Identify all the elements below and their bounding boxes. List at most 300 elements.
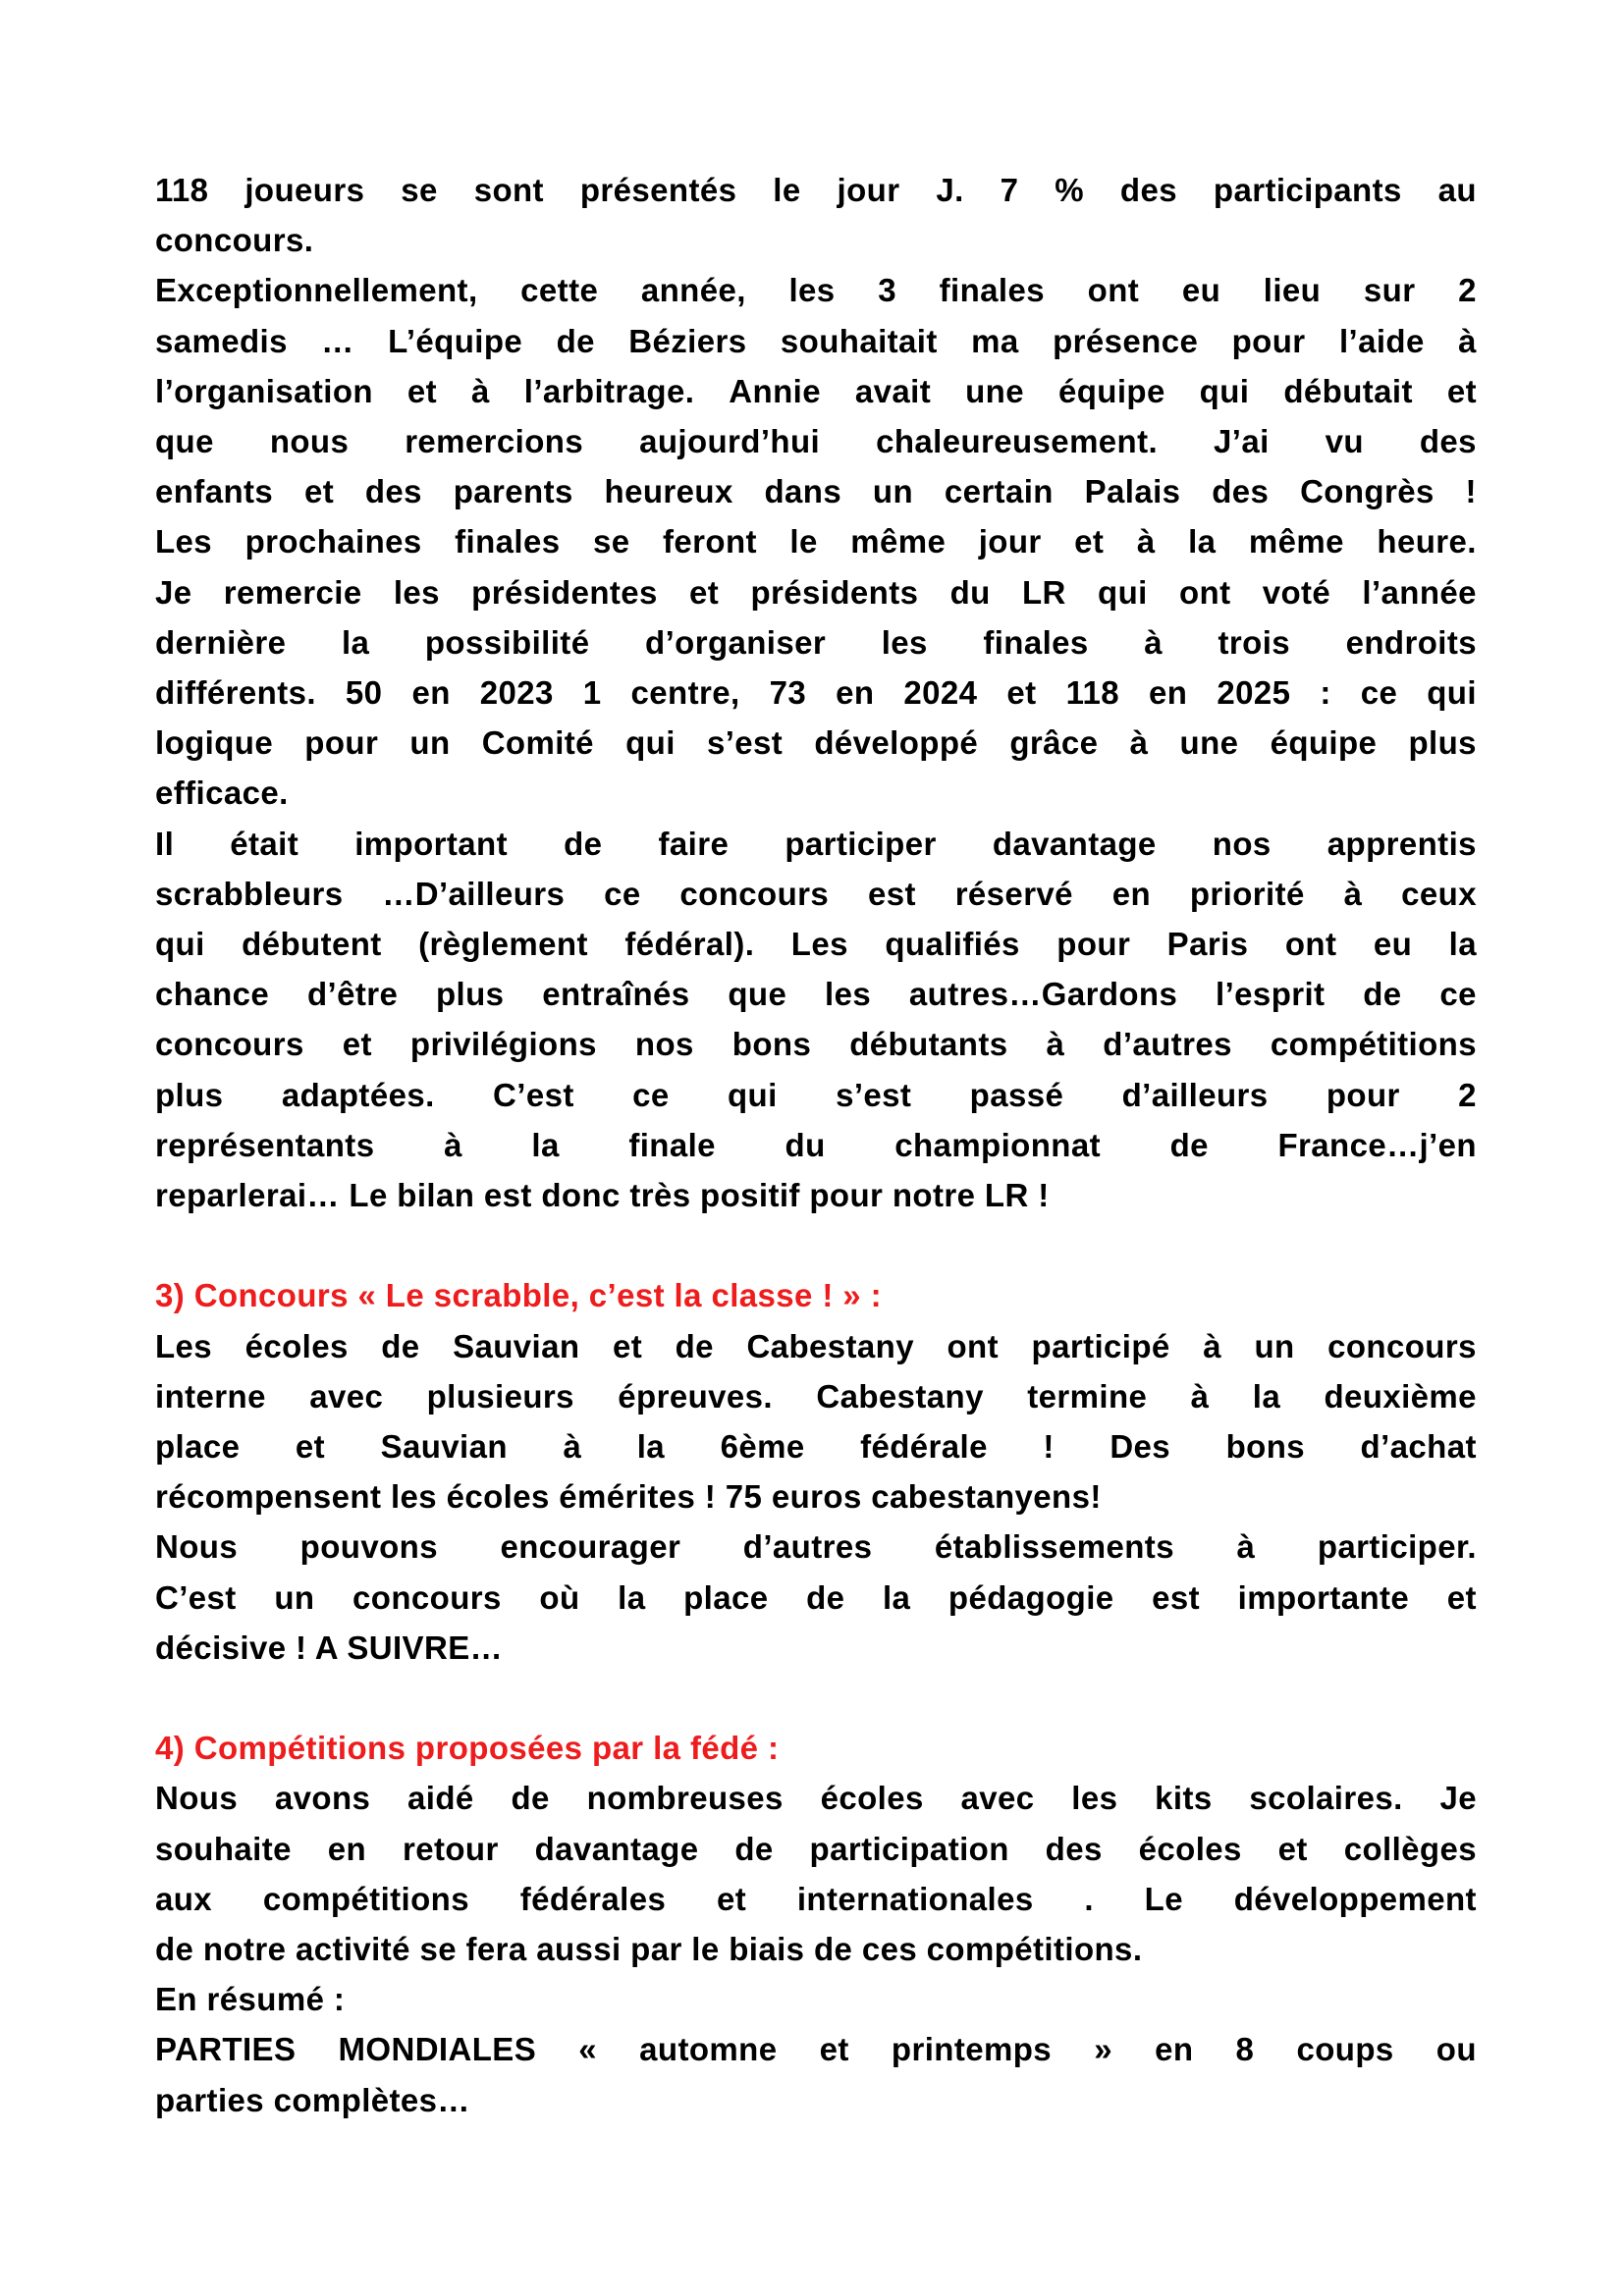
word: était <box>230 825 299 862</box>
word: certain <box>944 473 1054 510</box>
word: ! <box>1043 1428 1055 1466</box>
word: la <box>1252 1377 1281 1415</box>
word: passé <box>969 1076 1064 1113</box>
word: ou <box>1435 2031 1477 2068</box>
word: participer <box>785 825 937 862</box>
paragraph <box>155 2024 1477 2124</box>
section-heading: 4) Compétitions proposées par la fédé : <box>155 1730 780 1767</box>
word: pour <box>304 724 379 762</box>
word: avec <box>309 1377 384 1415</box>
word: heure. <box>1377 523 1477 561</box>
word: débutent <box>242 926 382 963</box>
text-line <box>155 466 1477 516</box>
word: la <box>618 1578 646 1616</box>
word: eu <box>1373 926 1413 963</box>
word: plus <box>1408 724 1477 762</box>
word: d’organiser <box>645 623 827 661</box>
word: pouvons <box>299 1528 438 1566</box>
word: nombreuses <box>586 1780 784 1817</box>
word: chaleureusement. <box>876 423 1159 460</box>
word: représentants <box>155 1126 375 1163</box>
word: 2024 <box>903 674 978 712</box>
paragraph <box>155 1522 1477 1673</box>
word: même <box>850 523 947 561</box>
text-line <box>155 366 1477 416</box>
word: d’ailleurs <box>1121 1076 1269 1113</box>
word: 7 <box>1000 172 1019 208</box>
word: à <box>563 1428 582 1466</box>
paragraph <box>155 819 1477 1221</box>
word: développé <box>814 724 979 762</box>
text-line <box>155 1371 1477 1421</box>
word: débutait <box>1283 372 1413 409</box>
word: C’est <box>155 1578 237 1616</box>
word: endroits <box>1345 623 1477 661</box>
word: une <box>1179 724 1239 762</box>
word: important <box>354 825 508 862</box>
text-line <box>155 1522 1477 1572</box>
word: aujourd’hui <box>639 423 821 460</box>
word: épreuves. <box>618 1377 773 1415</box>
word: France…j’en <box>1277 1126 1477 1163</box>
word: ont <box>1178 573 1231 611</box>
word: Exceptionnellement, <box>155 272 478 309</box>
word: en <box>1155 2031 1194 2068</box>
word: en <box>1111 875 1152 912</box>
word: lieu <box>1263 272 1322 309</box>
word: 2 <box>1458 272 1477 309</box>
word: concours <box>1327 1327 1477 1364</box>
word: scolaires. <box>1249 1780 1403 1817</box>
text-line: concours. <box>155 222 314 259</box>
word: 3 <box>878 272 896 309</box>
word: et <box>1277 1830 1308 1867</box>
word: différents. <box>155 674 316 712</box>
text-line <box>155 1421 1477 1471</box>
word: un <box>1254 1327 1295 1364</box>
word: coups <box>1296 2031 1394 2068</box>
word: finales <box>983 623 1089 661</box>
word: pour <box>1056 926 1131 963</box>
word: Les <box>790 926 848 963</box>
word: concours <box>352 1578 502 1616</box>
word: que <box>728 976 787 1013</box>
word: finales <box>939 272 1045 309</box>
word: compétitions <box>262 1880 469 1917</box>
word: en <box>327 1830 367 1867</box>
word: Sauvian <box>380 1428 508 1466</box>
word: kits <box>1155 1780 1213 1817</box>
word: des <box>1419 423 1477 460</box>
paragraph <box>155 1321 1477 1522</box>
word: finale <box>628 1126 716 1163</box>
word: à <box>1236 1528 1256 1566</box>
word: retour <box>402 1830 499 1867</box>
word: les <box>393 573 440 611</box>
word: des <box>364 473 422 510</box>
word: à <box>444 1126 462 1163</box>
word: % <box>1055 172 1085 208</box>
word: la <box>531 1126 560 1163</box>
paragraph <box>155 165 1477 265</box>
word: ceux <box>1401 875 1477 912</box>
word: ce <box>1439 976 1477 1013</box>
word: présentés <box>579 172 737 208</box>
word: 50 <box>345 674 383 712</box>
word: « <box>578 2031 598 2068</box>
word: en <box>411 674 451 712</box>
word: place <box>683 1578 769 1616</box>
text-line <box>155 316 1477 366</box>
word: parents <box>453 473 573 510</box>
word: » <box>1094 2031 1112 2068</box>
word: feront <box>663 523 757 561</box>
word: faire <box>658 825 730 862</box>
text-line: En résumé : <box>155 1981 346 2018</box>
word: d’autres <box>1103 1026 1232 1063</box>
word: s’est <box>706 724 784 762</box>
word: et <box>612 1327 643 1364</box>
word: compétitions <box>1270 1026 1477 1063</box>
word: jour <box>978 523 1042 561</box>
text-line <box>155 2024 1477 2074</box>
word: et <box>716 1880 747 1917</box>
word: privilégions <box>409 1026 597 1063</box>
word: … <box>321 322 354 359</box>
word: à <box>1136 523 1156 561</box>
blank-line <box>155 1673 1477 1723</box>
word: trois <box>1218 623 1291 661</box>
word: un <box>274 1578 315 1616</box>
word: des <box>1212 473 1270 510</box>
word: Sauvian <box>453 1327 580 1364</box>
word: Le <box>1144 1880 1183 1917</box>
word: la <box>1448 926 1477 963</box>
word: équipe <box>1270 724 1378 762</box>
word: en <box>836 674 875 712</box>
text-line <box>155 1773 1477 1823</box>
word: fédérale <box>860 1428 988 1466</box>
word: heureux <box>604 473 733 510</box>
word: la <box>636 1428 666 1466</box>
word: ont <box>1087 272 1140 309</box>
word: remercie <box>223 573 362 611</box>
word: est <box>1152 1578 1201 1616</box>
word: équipe <box>1057 372 1165 409</box>
blank-line <box>155 1220 1477 1270</box>
word: qui <box>1427 674 1477 712</box>
word: Je <box>1439 1780 1477 1817</box>
word: écoles <box>820 1780 924 1817</box>
text-line: efficace. <box>155 774 289 812</box>
word: le <box>773 172 801 208</box>
word: qui <box>625 724 676 762</box>
word: réservé <box>954 875 1073 912</box>
word: dans <box>764 473 842 510</box>
word: avec <box>960 1780 1035 1817</box>
word: pour <box>1231 322 1306 359</box>
word: du <box>785 1126 826 1163</box>
word: ont <box>1284 926 1337 963</box>
word: voté <box>1262 573 1331 611</box>
word: à <box>471 372 490 409</box>
word: et <box>819 2031 849 2068</box>
section-heading: 3) Concours « Le scrabble, c’est la classe ! » : <box>155 1277 883 1314</box>
word: . <box>1084 1880 1094 1917</box>
word: sont <box>473 172 544 208</box>
word: encourager <box>500 1528 681 1566</box>
word: printemps <box>891 2031 1053 2068</box>
word: à <box>1046 1026 1065 1063</box>
word: l’arbitrage. <box>523 372 695 409</box>
word: et <box>295 1428 326 1466</box>
word: jour <box>837 172 900 208</box>
word: Il <box>155 825 175 862</box>
word: logique <box>155 724 274 762</box>
word: concours <box>679 875 830 912</box>
word: termine <box>1027 1377 1148 1415</box>
word: les <box>825 976 872 1013</box>
word: souhaitait <box>780 322 938 359</box>
word: 2025 <box>1217 674 1291 712</box>
word: de <box>734 1830 774 1867</box>
word: Des <box>1110 1428 1171 1466</box>
word: se <box>401 172 438 208</box>
word: participé <box>1031 1327 1170 1364</box>
word: présidentes <box>471 573 658 611</box>
word: interne <box>155 1377 266 1415</box>
word: un <box>409 724 451 762</box>
word: les <box>881 623 928 661</box>
text-line <box>155 1824 1477 1874</box>
word: même <box>1248 523 1344 561</box>
word: samedis <box>155 322 288 359</box>
word: est <box>867 875 916 912</box>
word: Cabestany <box>746 1327 914 1364</box>
word: prochaines <box>244 523 422 561</box>
word: L’équipe <box>388 322 523 359</box>
word: 2023 <box>479 674 554 712</box>
word: sur <box>1363 272 1416 309</box>
text-line <box>155 718 1477 768</box>
word: ce <box>604 875 641 912</box>
word: participation <box>809 1830 1009 1867</box>
word: nos <box>634 1026 694 1063</box>
text-line <box>155 969 1477 1019</box>
word: participants <box>1213 172 1402 208</box>
text-line <box>155 617 1477 667</box>
word: bons <box>1225 1428 1306 1466</box>
word: avons <box>274 1780 371 1817</box>
word: Cabestany <box>816 1377 984 1415</box>
word: un <box>872 473 914 510</box>
word: écoles <box>244 1327 349 1364</box>
word: LR <box>1021 573 1066 611</box>
text-line <box>155 165 1477 215</box>
word: plus <box>436 976 505 1013</box>
word: à <box>1458 322 1477 359</box>
word: Les <box>155 1327 213 1364</box>
word: et <box>1006 674 1037 712</box>
word: 2 <box>1458 1076 1477 1113</box>
word: priorité <box>1189 875 1305 912</box>
word: Les <box>155 523 213 561</box>
word: 73 <box>769 674 807 712</box>
word: écoles <box>1138 1830 1242 1867</box>
word: eu <box>1181 272 1221 309</box>
paragraph <box>155 1773 1477 1974</box>
word: 118 <box>1065 674 1120 712</box>
word: les <box>1071 1780 1118 1817</box>
word: du <box>949 573 991 611</box>
word: automne <box>639 2031 778 2068</box>
word: bons <box>731 1026 812 1063</box>
word: pédagogie <box>947 1578 1114 1616</box>
word: une <box>965 372 1024 409</box>
word: vu <box>1325 423 1364 460</box>
word: davantage <box>534 1830 699 1867</box>
word: finales <box>455 523 561 561</box>
word: d’autres <box>742 1528 873 1566</box>
word: Congrès <box>1300 473 1435 510</box>
text-line <box>155 1321 1477 1371</box>
word: Nous <box>155 1528 239 1566</box>
word: la <box>1188 523 1217 561</box>
word: nos <box>1212 825 1272 862</box>
word: …D’ailleurs <box>382 875 566 912</box>
text-line <box>155 1874 1477 1924</box>
word: à <box>1343 875 1363 912</box>
text-line <box>155 819 1477 869</box>
text-line: récompensent les écoles émérites ! 75 euros cabestanyens! <box>155 1478 1102 1516</box>
word: qualifiés <box>885 926 1020 963</box>
word: 8 <box>1235 2031 1255 2068</box>
word: et <box>1446 1578 1477 1616</box>
word: internationales <box>796 1880 1034 1917</box>
word: de <box>564 825 603 862</box>
word: Je <box>155 573 192 611</box>
word: remercions <box>405 423 584 460</box>
word: MONDIALES <box>338 2031 537 2068</box>
word: et <box>1446 372 1477 409</box>
word: ce <box>632 1076 670 1113</box>
word: qui <box>1199 372 1250 409</box>
word: et <box>342 1026 372 1063</box>
word: se <box>592 523 630 561</box>
word: nous <box>269 423 350 460</box>
word: l’année <box>1362 573 1477 611</box>
word: collèges <box>1343 1830 1477 1867</box>
word: deuxième <box>1324 1377 1477 1415</box>
word: ont <box>947 1327 999 1364</box>
word: ma <box>971 322 1019 359</box>
word: : <box>1320 674 1331 712</box>
text-line <box>155 667 1477 718</box>
word: des <box>1045 1830 1103 1867</box>
word: apprentis <box>1326 825 1477 862</box>
text-line <box>155 265 1477 315</box>
word: aux <box>155 1880 213 1917</box>
text-line: de notre activité se fera aussi par le biais de ces compétitions. <box>155 1931 1143 1968</box>
word: PARTIES <box>155 2031 297 2068</box>
word: année, <box>640 272 746 309</box>
word: autres…Gardons <box>908 976 1178 1013</box>
word: avait <box>854 372 932 409</box>
word: d’achat <box>1360 1428 1477 1466</box>
word: l’organisation <box>155 372 373 409</box>
word: le <box>789 523 818 561</box>
word: présidents <box>750 573 919 611</box>
word: fédérales <box>519 1880 667 1917</box>
word: davantage <box>992 825 1157 862</box>
text-line: reparlerai… Le bilan est donc très positif pour notre LR ! <box>155 1177 1050 1214</box>
text-line <box>155 1019 1477 1069</box>
word: place <box>155 1428 241 1466</box>
word: 118 <box>155 172 209 208</box>
word: grâce <box>1009 724 1099 762</box>
word: de <box>1363 976 1402 1013</box>
word: et <box>406 372 438 409</box>
word: l’aide <box>1338 322 1425 359</box>
word: qui <box>1098 573 1148 611</box>
word: adaptées. <box>281 1076 435 1113</box>
paragraph <box>155 265 1477 818</box>
word: pour <box>1326 1076 1400 1113</box>
word: plusieurs <box>426 1377 574 1415</box>
word: joueurs <box>244 172 365 208</box>
text-line <box>155 416 1477 466</box>
word: C’est <box>493 1076 574 1113</box>
text-line: parties complètes… <box>155 2081 470 2118</box>
word: et <box>303 473 335 510</box>
word: entraînés <box>542 976 690 1013</box>
word: (règlement <box>418 926 588 963</box>
word: aidé <box>407 1780 474 1817</box>
word: championnat <box>894 1126 1101 1163</box>
word: de <box>806 1578 845 1616</box>
word: débutants <box>849 1026 1008 1063</box>
paragraph <box>155 1974 1477 2024</box>
word: scrabbleurs <box>155 875 344 912</box>
word: à <box>1203 1327 1221 1364</box>
word: Nous <box>155 1780 239 1817</box>
text-line <box>155 1573 1477 1623</box>
word: dernière <box>155 623 287 661</box>
word: importante <box>1237 1578 1410 1616</box>
word: J. <box>936 172 964 208</box>
word: participer. <box>1317 1528 1477 1566</box>
word: présence <box>1053 322 1199 359</box>
word: ce <box>1360 674 1398 712</box>
word: d’être <box>306 976 399 1013</box>
word: à <box>1144 623 1163 661</box>
word: l’esprit <box>1216 976 1326 1013</box>
word: Comité <box>481 724 594 762</box>
word: Annie <box>729 372 821 409</box>
word: où <box>539 1578 580 1616</box>
word: centre, <box>630 674 740 712</box>
text-line <box>155 1120 1477 1170</box>
word: établissements <box>934 1528 1174 1566</box>
word: et <box>1074 523 1105 561</box>
word: de <box>1169 1126 1209 1163</box>
word: de <box>675 1327 714 1364</box>
word: de <box>556 322 595 359</box>
word: 6ème <box>720 1428 805 1466</box>
document-page <box>155 165 1477 2125</box>
word: développement <box>1233 1880 1477 1917</box>
word: plus <box>155 1076 224 1113</box>
